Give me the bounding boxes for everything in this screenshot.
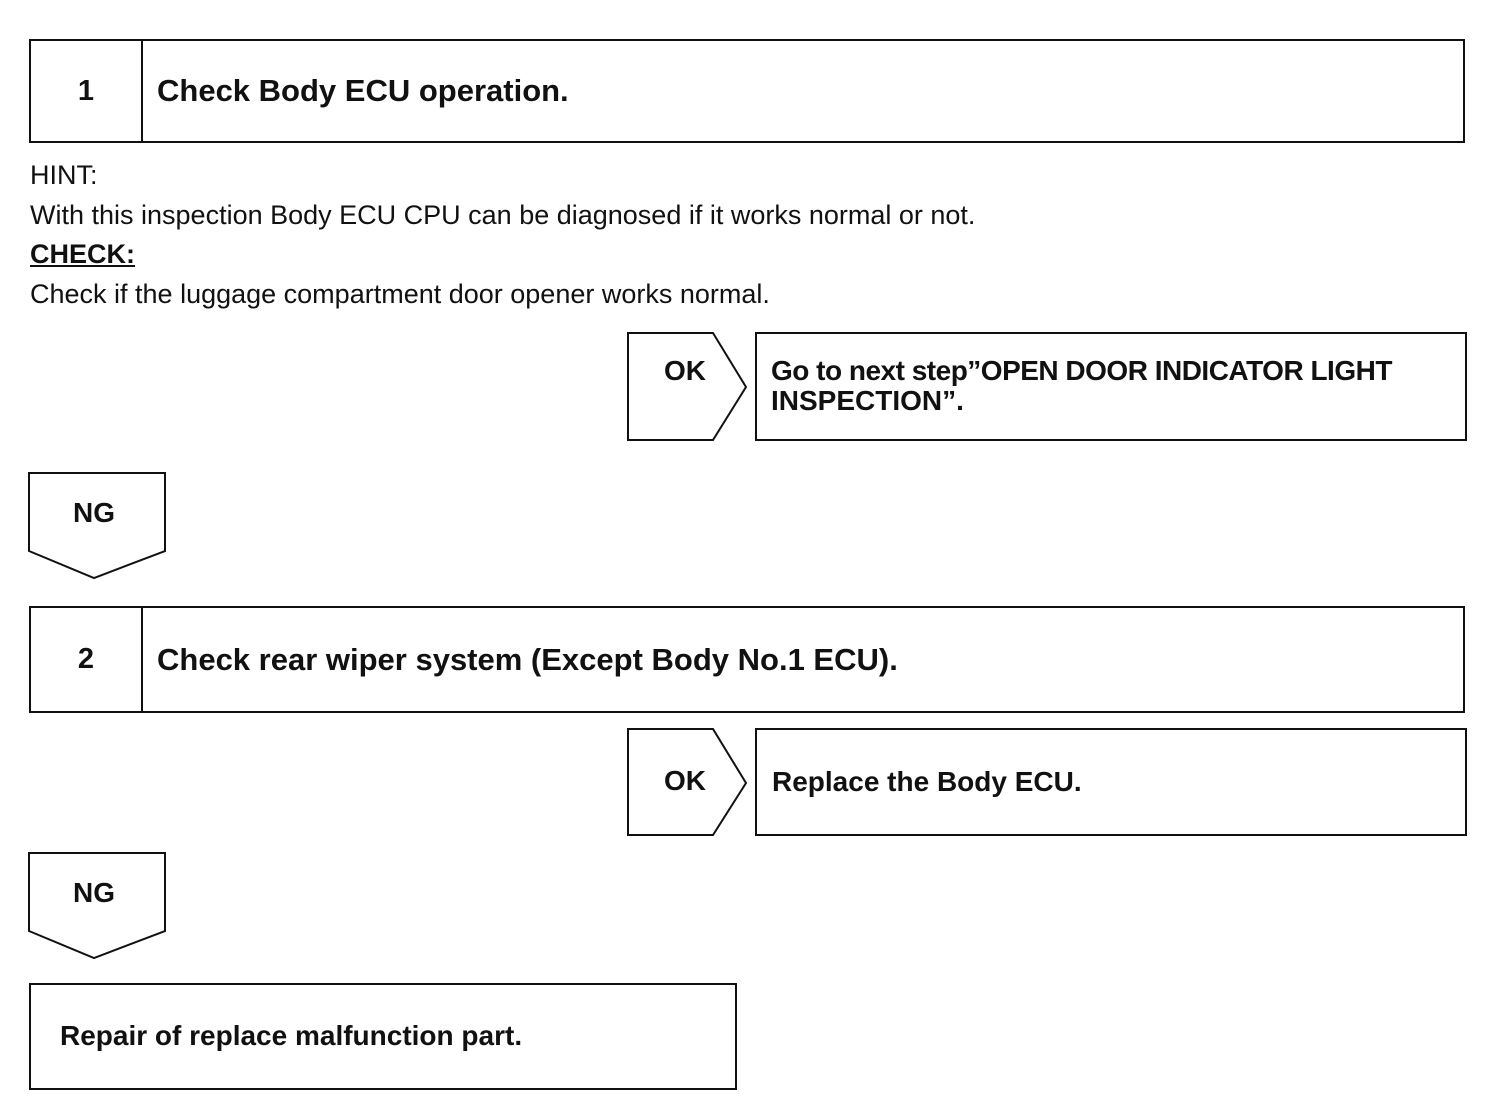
ok-result-step-1-line-1: Go to next step”OPEN DOOR INDICATOR LIGHT [771, 355, 1392, 386]
final-action-box: Repair of replace malfunction part. [29, 983, 737, 1090]
step-2-number: 2 [31, 608, 143, 711]
check-text: Check if the luggage compartment door opener works normal. [30, 279, 770, 309]
ng-label-step-2: NG [73, 877, 115, 908]
ok-result-step-1 [755, 332, 1467, 441]
ok-result-step-2: Replace the Body ECU. [755, 728, 1467, 836]
step-2-title: Check rear wiper system (Except Body No.1 ECU). [157, 641, 898, 677]
step-1-box [29, 39, 1465, 143]
check-heading: CHECK: [30, 239, 135, 269]
step-2-box [29, 606, 1465, 713]
step-1-title: Check Body ECU operation. [157, 73, 569, 108]
ok-label-step-1: OK [664, 355, 706, 386]
step-1-number: 1 [31, 41, 143, 141]
hint-text: With this inspection Body ECU CPU can be diagnosed if it works normal or not. [30, 200, 976, 230]
hint-heading: HINT: [30, 160, 98, 190]
ok-result-step-1-line-2: INSPECTION”. [771, 385, 964, 416]
ng-label-step-1: NG [73, 497, 115, 528]
ok-label-step-2: OK [664, 765, 706, 796]
ok-arrow-step-1 [627, 332, 751, 442]
